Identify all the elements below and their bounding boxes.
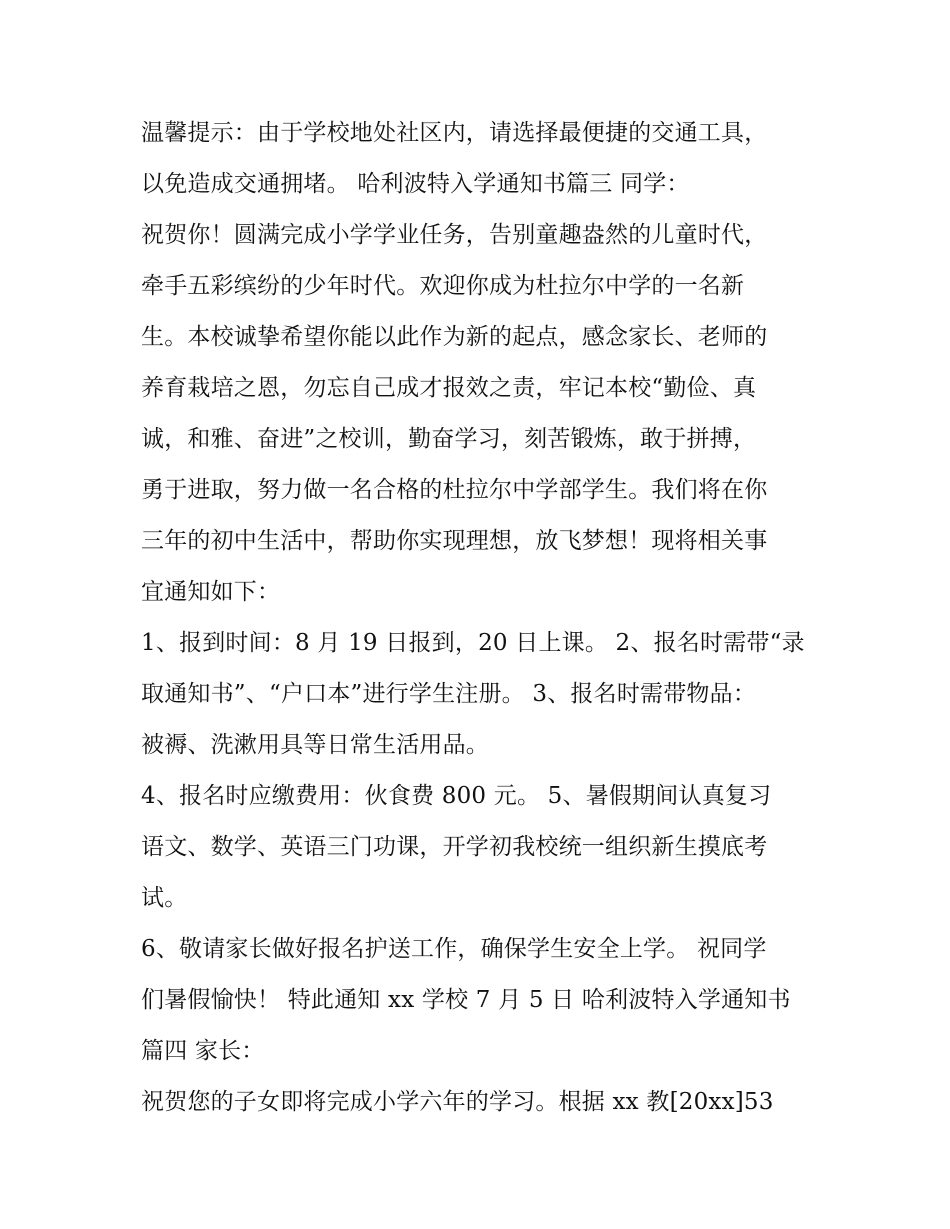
text-line: 4、报名时应缴费用：伙食费 800 元。 5、暑假期间认真复习 [141, 783, 772, 809]
text-line: 以免造成交通拥堵。 哈利波特入学通知书篇三 同学： [141, 171, 690, 197]
text-line: 宜通知如下： [141, 579, 281, 605]
text-line: 6、敬请家长做好报名护送工作，确保学生安全上学。 祝同学 [141, 936, 767, 962]
document-body [141, 108, 821, 1128]
text-line: 篇四 家长： [141, 1038, 265, 1064]
text-line: 牵手五彩缤纷的少年时代。欢迎你成为杜拉尔中学的一名新 [141, 273, 745, 299]
text-line: 取通知书”、“户口本”进行学生注册。 3、报名时需带物品： [141, 681, 757, 707]
text-line: 被褥、洗漱用具等日常生活用品。 [141, 732, 489, 758]
text-line: 三年的初中生活中，帮助你实现理想，放飞梦想！现将相关事 [141, 528, 768, 554]
text-line: 养育栽培之恩，勿忘自己成才报效之责，牢记本校“勤俭、真 [141, 375, 757, 401]
text-line: 温馨提示：由于学校地处社区内，请选择最便捷的交通工具， [141, 120, 768, 146]
text-line: 试。 [141, 885, 188, 911]
text-line: 祝贺你！圆满完成小学学业任务，告别童趣盎然的儿童时代， [141, 222, 768, 248]
text-line: 勇于进取，努力做一名合格的杜拉尔中学部学生。我们将在你 [141, 477, 768, 503]
text-line: 语文、数学、英语三门功课，开学初我校统一组织新生摸底考 [141, 834, 768, 860]
text-line: 祝贺您的子女即将完成小学六年的学习。根据 xx 教[20xx]53 [141, 1089, 774, 1115]
text-line: 生。本校诚挚希望你能以此作为新的起点，感念家长、老师的 [141, 324, 768, 350]
text-line: 们暑假愉快！ 特此通知 xx 学校 7 月 5 日 哈利波特入学通知书 [141, 987, 791, 1013]
text-line: 1、报到时间：8 月 19 日报到，20 日上课。 2、报名时需带“录 [141, 630, 805, 656]
text-line: 诚，和雅、奋进”之校训，勤奋学习，刻苦锻炼，敢于拼搏， [141, 426, 757, 452]
